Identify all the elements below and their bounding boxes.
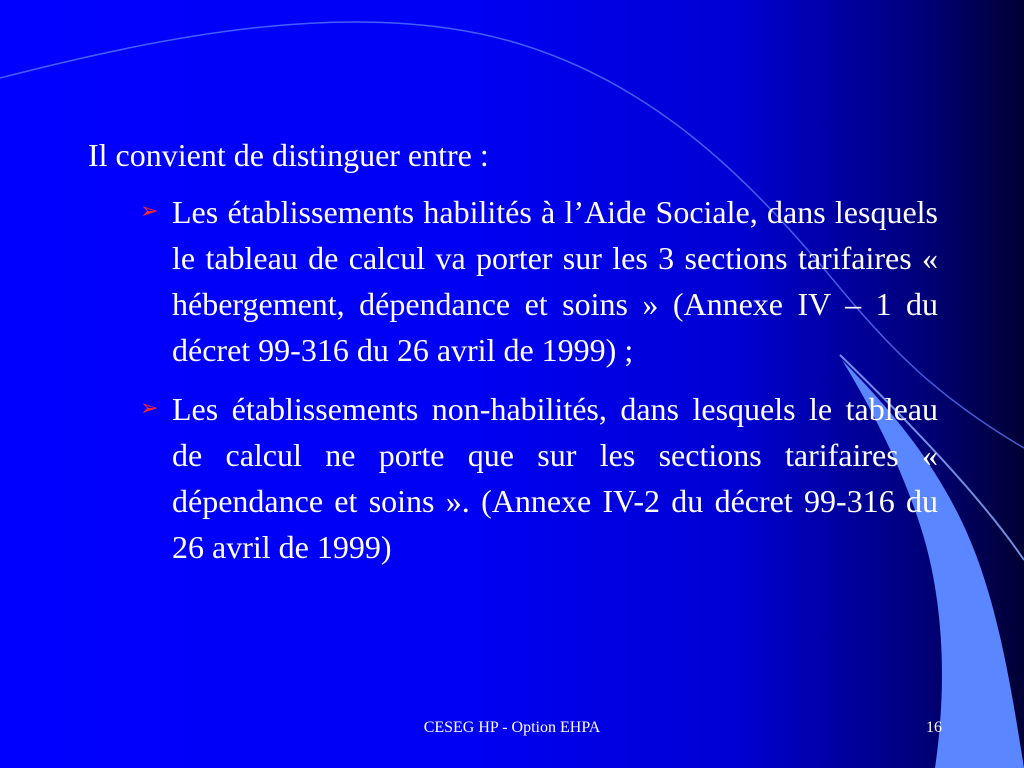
slide-number: 16 <box>926 719 942 736</box>
bullet-item-habilites <box>140 189 938 373</box>
footer-label: CESEG HP - Option EHPA <box>423 719 601 736</box>
bullet-text-non-habilites: Les établissements non-habilités, dans lesquels le tableau de calcul ne porte que sur les sections tarifaires « dépendance et soins ». (Annexe IV-2 du décret 99-316 du 26 avril de 1999) <box>172 391 938 565</box>
bullet-item-non-habilites <box>140 386 938 570</box>
bullet-list <box>140 189 938 583</box>
intro-line: Il convient de distinguer entre : <box>88 137 489 173</box>
bullet-text-habilites: Les établissements habilités à l’Aide Sociale, dans lesquels le tableau de calcul va porter sur les 3 sections tarifaires « hébergement, dépendance et soins » (Annexe IV – 1 du décret 99-316 du 26 avril de 1999) ; <box>172 194 938 368</box>
arrow-bullet-icon: ➢ <box>140 396 159 421</box>
arrow-bullet-icon: ➢ <box>140 199 159 224</box>
